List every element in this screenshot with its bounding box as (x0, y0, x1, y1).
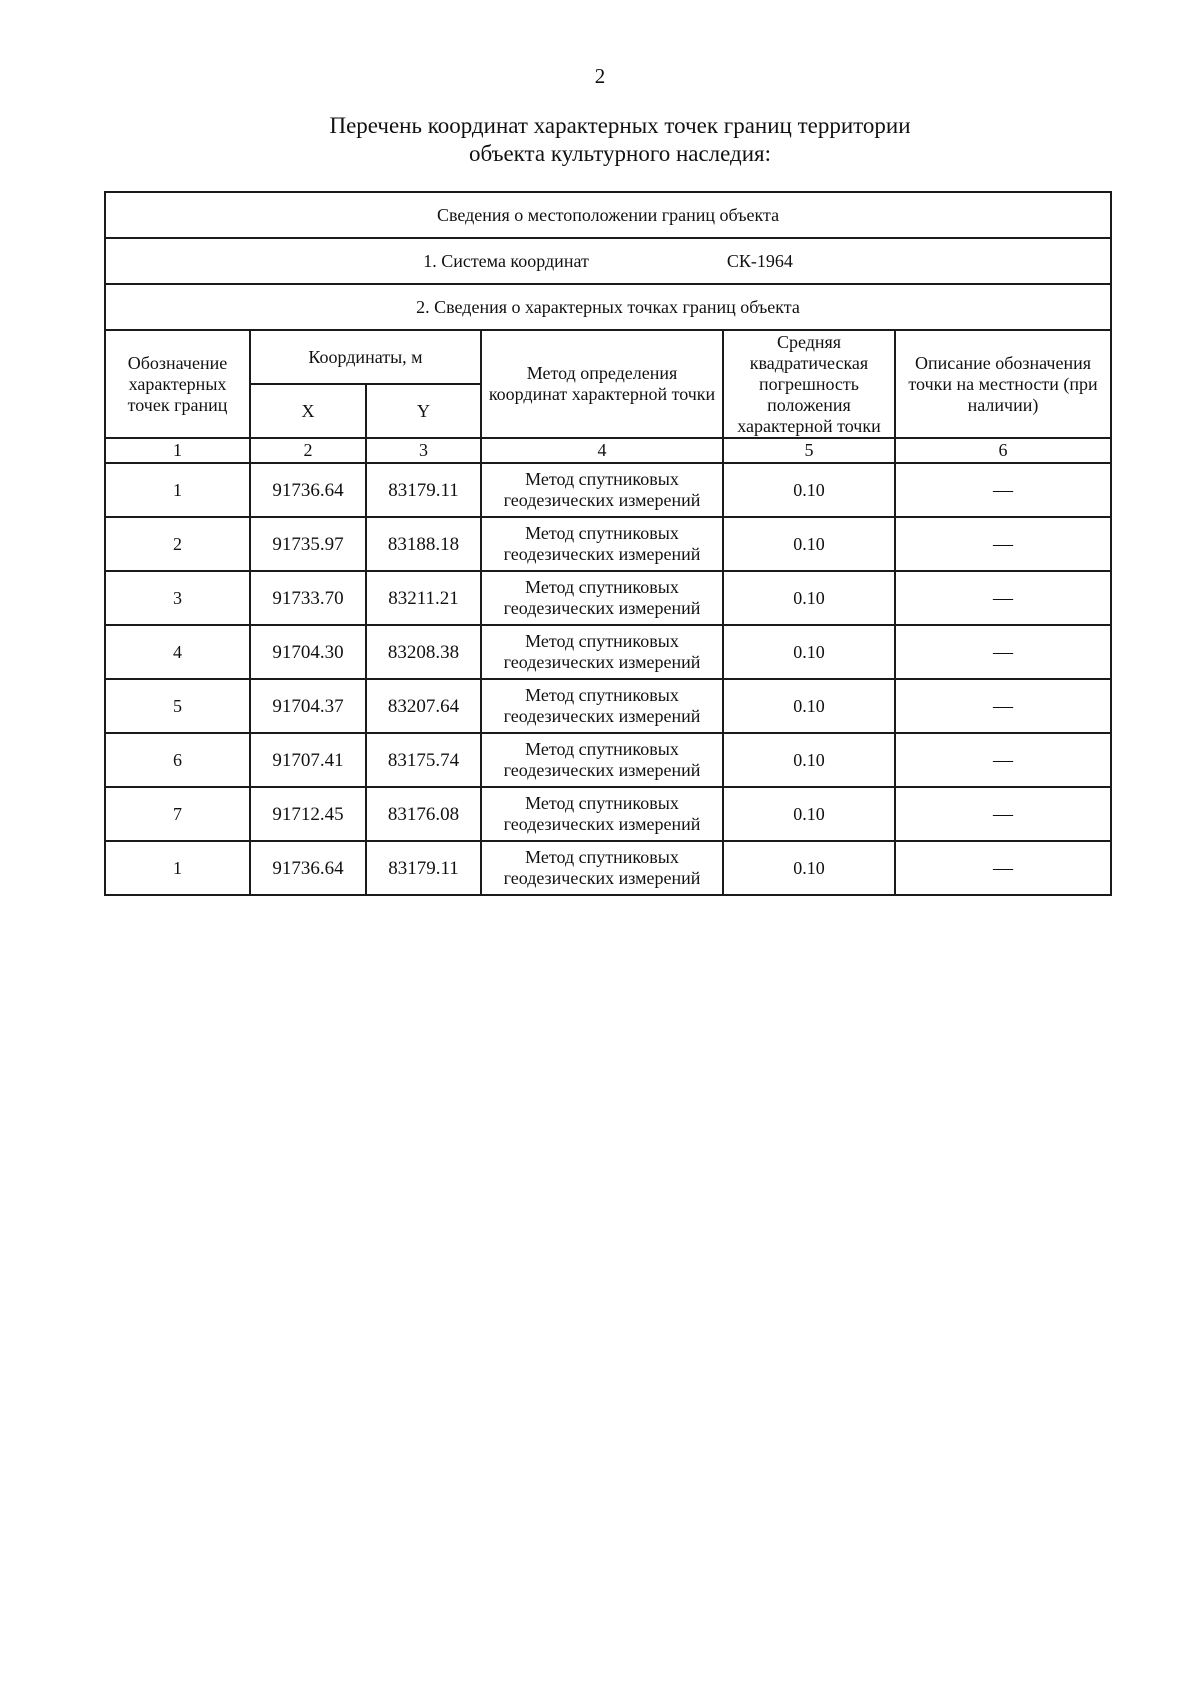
title-line-1: Перечень координат характерных точек границ территории (329, 113, 911, 138)
table-row (105, 679, 1111, 733)
coord-system-cell (105, 238, 1111, 284)
method-cell: Метод спутниковых геодезических измерений (481, 679, 723, 733)
description-cell: — (895, 733, 1111, 787)
header-accuracy: Средняя квадратическая погрешность положения характерной точки (723, 330, 895, 438)
column-numbers-row (105, 438, 1111, 463)
column-number: 4 (481, 438, 723, 463)
method-cell: Метод спутниковых геодезических измерений (481, 841, 723, 895)
table-row (105, 463, 1111, 517)
table-row (105, 571, 1111, 625)
coord-system-label: 1. Система координат (423, 250, 589, 271)
point-cell: 1 (105, 463, 250, 517)
point-cell: 2 (105, 517, 250, 571)
y-cell: 83176.08 (366, 787, 481, 841)
description-cell: — (895, 679, 1111, 733)
column-number: 1 (105, 438, 250, 463)
accuracy-cell: 0.10 (723, 625, 895, 679)
description-cell: — (895, 517, 1111, 571)
description-cell: — (895, 787, 1111, 841)
header-method: Метод определения координат характерной точки (481, 330, 723, 438)
header-coordinates: Координаты, м (250, 330, 481, 384)
y-cell: 83208.38 (366, 625, 481, 679)
table-row (105, 841, 1111, 895)
x-cell: 91704.30 (250, 625, 366, 679)
table-row (105, 625, 1111, 679)
point-cell: 7 (105, 787, 250, 841)
description-cell: — (895, 463, 1111, 517)
header-x: X (250, 384, 366, 438)
x-cell: 91733.70 (250, 571, 366, 625)
y-cell: 83179.11 (366, 463, 481, 517)
point-cell: 3 (105, 571, 250, 625)
x-cell: 91735.97 (250, 517, 366, 571)
column-number: 5 (723, 438, 895, 463)
accuracy-cell: 0.10 (723, 787, 895, 841)
point-cell: 4 (105, 625, 250, 679)
accuracy-cell: 0.10 (723, 463, 895, 517)
title-line-2: объекта культурного наследия: (468, 141, 772, 166)
coordinates-table (104, 191, 1112, 896)
accuracy-cell: 0.10 (723, 571, 895, 625)
y-cell: 83179.11 (366, 841, 481, 895)
description-cell: — (895, 841, 1111, 895)
section-header-row (105, 192, 1111, 238)
point-cell: 6 (105, 733, 250, 787)
point-cell: 1 (105, 841, 250, 895)
x-cell: 91736.64 (250, 841, 366, 895)
y-cell: 83175.74 (366, 733, 481, 787)
x-cell: 91712.45 (250, 787, 366, 841)
table-row (105, 787, 1111, 841)
points-section-cell: 2. Сведения о характерных точках границ объекта (105, 284, 1111, 330)
y-cell: 83207.64 (366, 679, 481, 733)
accuracy-cell: 0.10 (723, 733, 895, 787)
column-number: 3 (366, 438, 481, 463)
method-cell: Метод спутниковых геодезических измерений (481, 571, 723, 625)
column-number: 6 (895, 438, 1111, 463)
point-cell: 5 (105, 679, 250, 733)
column-number: 2 (250, 438, 366, 463)
points-section-row (105, 284, 1111, 330)
x-cell: 91704.37 (250, 679, 366, 733)
y-cell: 83211.21 (366, 571, 481, 625)
document-title (0, 112, 1200, 168)
y-cell: 83188.18 (366, 517, 481, 571)
accuracy-cell: 0.10 (723, 841, 895, 895)
header-designation: Обозначение характерных точек границ (105, 330, 250, 438)
page-number: 2 (594, 64, 606, 88)
method-cell: Метод спутниковых геодезических измерений (481, 517, 723, 571)
coord-system-value: СК-1964 (726, 250, 793, 271)
accuracy-cell: 0.10 (723, 679, 895, 733)
x-cell: 91736.64 (250, 463, 366, 517)
method-cell: Метод спутниковых геодезических измерений (481, 787, 723, 841)
description-cell: — (895, 571, 1111, 625)
header-y: Y (366, 384, 481, 438)
header-row-1 (105, 330, 1111, 384)
x-cell: 91707.41 (250, 733, 366, 787)
coord-system-row (105, 238, 1111, 284)
header-description: Описание обозначения точки на местности (при наличии) (895, 330, 1111, 438)
method-cell: Метод спутниковых геодезических измерений (481, 733, 723, 787)
table-row (105, 733, 1111, 787)
method-cell: Метод спутниковых геодезических измерений (481, 463, 723, 517)
table-row (105, 517, 1111, 571)
description-cell: — (895, 625, 1111, 679)
method-cell: Метод спутниковых геодезических измерений (481, 625, 723, 679)
accuracy-cell: 0.10 (723, 517, 895, 571)
section-header-cell: Сведения о местоположении границ объекта (105, 192, 1111, 238)
